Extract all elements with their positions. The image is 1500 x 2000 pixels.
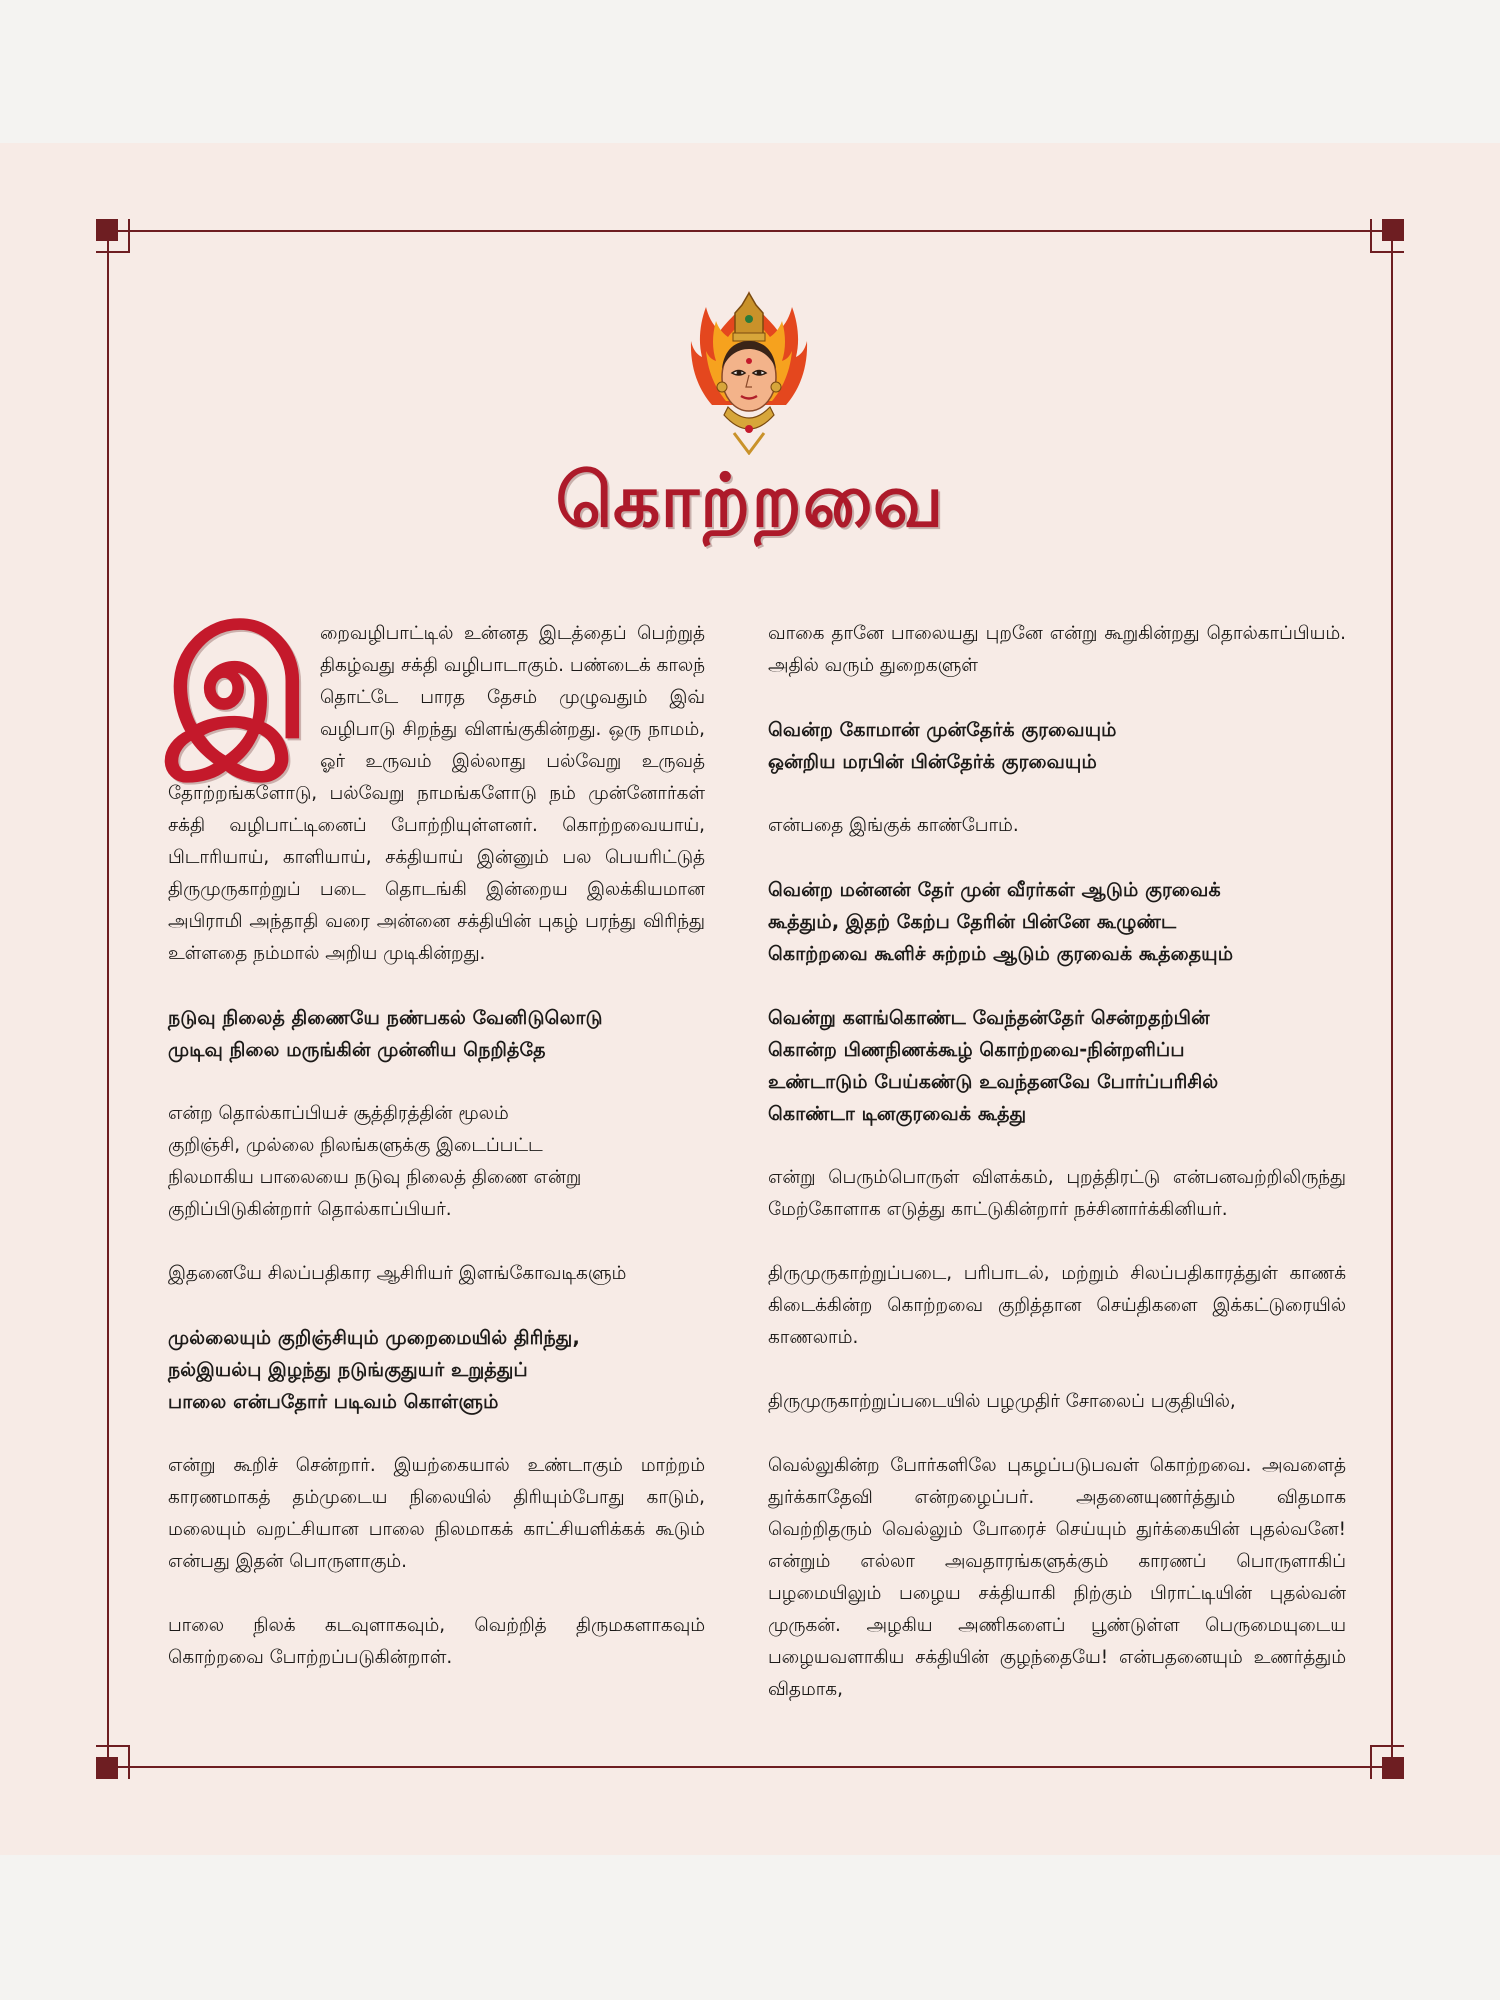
verse-line: நடுவு நிலைத் திணையே நண்பகல் வேனிடுலொடு [168, 1006, 603, 1029]
text-line: நிலமாகிய பாலையை நடுவு நிலைத் திணை என்று [168, 1167, 582, 1188]
paragraph-sutra [168, 1098, 705, 1226]
paragraph-vaagai: வாகை தானே பாலையது புறனே என்று கூறுகின்றது தொல்காப்பியம். அதில் வரும் துறைகளுள் [768, 623, 1346, 676]
verse-line: வென்று களங்கொண்ட வேந்தன்தேர் சென்றதற்பின் [768, 1006, 1210, 1029]
drop-cap-letter: இ [166, 599, 310, 771]
right-column [768, 618, 1346, 1738]
goddess-face-emblem-icon [690, 283, 808, 455]
verse-line: முல்லையும் குறிஞ்சியும் முறைமையில் திரிந்து, [168, 1326, 580, 1349]
intro-text: றைவழிபாட்டில் உன்னத இடத்தைப் பெற்றுத் திகழ்வது சக்தி வழிபாடாகும். பண்டைக் காலந் தொட்டே பாரத தேசம் முழுவதும் இவ் வழிபாடு சிறந்து விளங்குகின்றது. ஒரு நாமம், ஓர் உருவம் இல்லாது பல்வேறு உருவத் தோற்றங்களோடு, பல்வேறு நாமங்களோடு நம் முன்னோர்கள் சக்தி வழிபாட்டினைப் போற்றியுள்ளனர். கொற்றவையாய், பிடாரியாய், காளியாய், சக்தியாய் இன்னும் பல பெயரிட்டுத் திருமுருகாற்றுப் படை தொடங்கி இன்றைய இலக்கியமான அபிராமி அந்தாதி வரை அன்னை சக்தியின் புகழ் பரந்து விரிந்து உள்ளதை நம்மால் அறிய முடிகின்றது. [168, 623, 705, 964]
verse-line: ஒன்றிய மரபின் பின்தேர்க் குரவையும் [768, 750, 1097, 773]
paragraph-pazhamudhir: திருமுருகாற்றுப்படையில் பழமுதிர் சோலைப் பகுதியில், [768, 1391, 1236, 1412]
verse-line: கொண்டா டினகுரவைக் கூத்து [768, 1102, 1027, 1125]
text-line: குறிஞ்சி, முல்லை நிலங்களுக்கு இடைப்பட்ட [168, 1135, 543, 1156]
verse-tholkappiyam [168, 1002, 705, 1066]
verse-line: வென்ற கோமான் முன்தேர்க் குரவையும் [768, 718, 1117, 741]
text-line: என்ற தொல்காப்பியச் சூத்திரத்தின் மூலம் [168, 1103, 509, 1124]
verse-line: கொன்ற பிணநிணக்கூழ் கொற்றவை-நின்றளிப்ப [768, 1038, 1185, 1061]
text-line: குறிப்பிடுகின்றார் தொல்காப்பியர். [168, 1199, 452, 1220]
verse-kuravai-meaning [768, 874, 1346, 970]
verse-silappathikaram [168, 1322, 705, 1418]
verse-line: முடிவு நிலை மருங்கின் முன்னிய நெறித்தே [168, 1038, 546, 1061]
verse-line: கொற்றவை கூளிச் சுற்றம் ஆடும் குரவைக் கூத்தையும் [768, 942, 1234, 965]
page-title: கொற்றவை [555, 458, 945, 544]
verse-line: பாலை என்பதோர் படிவம் கொள்ளும் [168, 1390, 499, 1413]
paragraph-palai-deity: பாலை நிலக் கடவுளாகவும், வெற்றித் திருமகளாகவும் கொற்றவை போற்றப்படுகின்றாள். [168, 1615, 705, 1668]
verse-line: கூத்தும், இதற் கேற்ப தேரின் பின்னே கூழுண்ட [768, 910, 1177, 933]
paragraph-nachinarkiniyar: என்று பெரும்பொருள் விளக்கம், புறத்திரட்டு என்பனவற்றிலிருந்து மேற்கோளாக எடுத்து காட்டுகின்றார் நச்சினார்க்கினியர். [768, 1167, 1346, 1220]
left-column [166, 599, 705, 1706]
intro-paragraph [166, 599, 705, 970]
verse-battlefield [768, 1002, 1346, 1130]
paragraph-ilango: இதனையே சிலப்பதிகார ஆசிரியர் இளங்கோவடிகளும் [168, 1263, 627, 1284]
paragraph-explanation: என்று கூறிச் சென்றார். இயற்கையால் உண்டாகும் மாற்றம் காரணமாகத் தம்முடைய நிலையில் திரியும்போது காடும், மலையும் வறட்சியான பாலை நிலமாகக் காட்சியளிக்கக் கூடும் என்பது இதன் பொருளாகும். [168, 1455, 705, 1572]
verse-line: நல்இயல்பு இழந்து நடுங்குதுயர் உறுத்துப் [168, 1358, 528, 1381]
verse-kuravai [768, 714, 1346, 778]
paragraph-see-here: என்பதை இங்குக் காண்போம். [768, 815, 1019, 836]
paragraph-sources: திருமுருகாற்றுப்படை, பரிபாடல், மற்றும் சிலப்பதிகாரத்துள் காணக் கிடைக்கின்ற கொற்றவை குறித்தான செய்திகளை இக்கட்டுரையில் காணலாம். [768, 1263, 1346, 1348]
paragraph-durga: வெல்லுகின்ற போர்களிலே புகழப்படுபவள் கொற்றவை. அவளைத் துர்க்காதேவி என்றழைப்பர். அதனையுணர்த்தும் விதமாக வெற்றிதரும் வெல்லும் போரைச் செய்யும் துர்க்கையின் புதல்வனே! என்றும் எல்லா அவதாரங்களுக்கும் காரணப் பொருளாகிப் பழமையிலும் பழைய சக்தியாகி நிற்கும் பிராட்டியின் புதல்வன் முருகன். அழகிய அணிகளைப் பூண்டுள்ள பெருமையுடைய பழையவளாகிய சக்தியின் குழந்தையே! என்பதனையும் உணர்த்தும் விதமாக, [768, 1455, 1346, 1700]
verse-line: வென்ற மன்னன் தேர் முன் வீரர்கள் ஆடும் குரவைக் [768, 878, 1221, 901]
verse-line: உண்டாடும் பேய்கண்டு உவந்தனவே போர்ப்பரிசில் [768, 1070, 1219, 1093]
